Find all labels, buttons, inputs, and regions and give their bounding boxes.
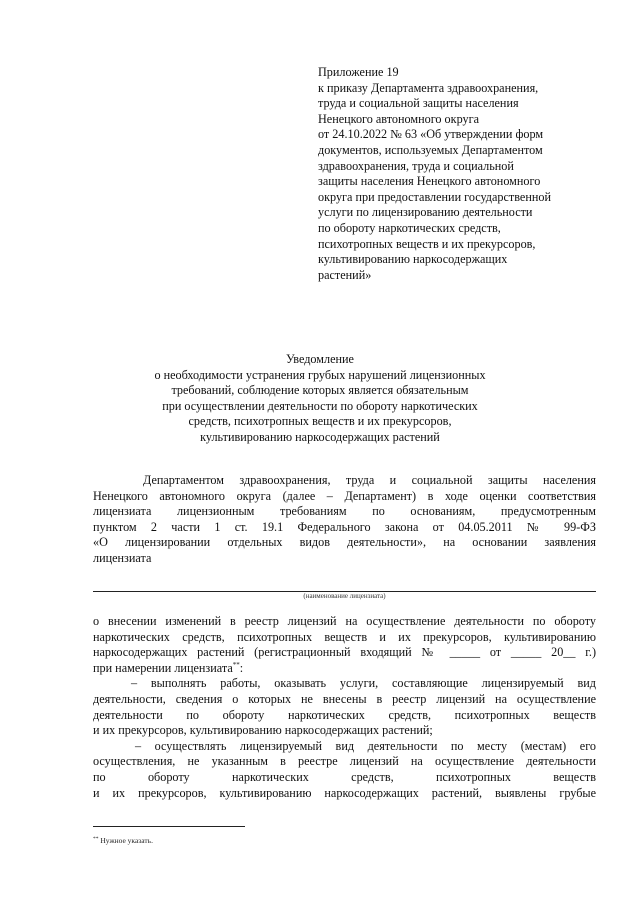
- paragraph-line: по обороту наркотических средств, психотропных веществ: [93, 769, 596, 784]
- paragraph-line: наркотических средств, психотропных веществ и их прекурсоров, культивированию: [93, 629, 596, 644]
- appendix-line: культивированию наркосодержащих: [318, 252, 508, 267]
- appendix-line: округа при предоставлении государственной: [318, 189, 551, 204]
- paragraph-text: :: [239, 660, 244, 675]
- paragraph-line: лицензиата: [93, 550, 152, 565]
- paragraph-line: «О лицензировании отдельных видов деятельности», на основании заявления: [93, 535, 596, 550]
- licensee-name-caption: (наименование лицензиата): [303, 592, 386, 600]
- paragraph-line: деятельности по обороту наркотических средств, психотропных веществ: [93, 707, 596, 722]
- appendix-line: здравоохранения, труда и социальной: [318, 158, 514, 173]
- notice-title-line: при осуществлении деятельности по обороту наркотических: [162, 398, 478, 413]
- appendix-line: психотропных веществ и их прекурсоров,: [318, 236, 536, 251]
- appendix-header: [318, 65, 618, 283]
- paragraph-line: о внесении изменений в реестр лицензий на осуществление деятельности по обороту: [93, 614, 596, 628]
- notice-title-line: требований, соблюдение которых является обязательным: [171, 383, 469, 398]
- footnote-text: Нужное указать.: [98, 836, 153, 845]
- appendix-line: услуги по лицензированию деятельности: [318, 205, 533, 220]
- paragraph-line: деятельности, сведения о которых не внесены в реестр лицензий на осуществление: [93, 691, 596, 706]
- notice-title-line: о необходимости устранения грубых нарушений лицензионных: [154, 367, 486, 382]
- footnote-separator: [93, 826, 245, 827]
- appendix-line: Ненецкого автономного округа: [318, 111, 480, 126]
- appendix-line: к приказу Департамента здравоохранения,: [318, 80, 539, 95]
- appendix-line: защиты населения Ненецкого автономного: [318, 174, 541, 189]
- notice-title-line: культивированию наркосодержащих растений: [200, 429, 440, 444]
- footnote-mark: **: [93, 836, 99, 842]
- paragraph-line: Департаментом здравоохранения, труда и социальной защиты населения: [143, 473, 596, 487]
- appendix-line: труда и социальной защиты населения: [318, 96, 519, 111]
- appendix-line: растений»: [318, 267, 372, 282]
- paragraph-line: лицензиата лицензионным требованиям по основаниям, предусмотренным: [93, 504, 596, 519]
- paragraph-line: осуществления, не указанным в реестре лицензий на осуществление деятельности: [93, 754, 596, 769]
- notice-title: [86, 352, 554, 446]
- paragraph-line: [93, 661, 596, 677]
- list-item-line: – выполнять работы, оказывать услуги, составляющие лицензируемый вид: [131, 676, 596, 691]
- appendix-line: Приложение 19: [318, 65, 399, 79]
- paragraph-line: Ненецкого автономного округа (далее – Департамент) в ходе оценки соответствия: [93, 488, 596, 503]
- footnote: [93, 836, 153, 846]
- paragraph-text: при намерении лицензиата: [93, 660, 233, 675]
- notice-title-line: средств, психотропных веществ и их прекурсоров,: [188, 414, 452, 429]
- paragraph-line: наркосодержащих растений (регистрационный входящий № _____ от _____ 20__ г.): [93, 645, 596, 660]
- main-paragraph: [93, 614, 596, 801]
- footnote-reference: **: [232, 660, 240, 669]
- intro-paragraph: [93, 473, 596, 567]
- notice-title-line: Уведомление: [286, 352, 354, 366]
- paragraph-line: и их прекурсоров, культивированию наркосодержащих растений, выявлены грубые: [93, 785, 596, 800]
- appendix-line: по обороту наркотических средств,: [318, 220, 501, 235]
- list-item-line: – осуществлять лицензируемый вид деятельности по месту (местам) его: [135, 738, 596, 753]
- paragraph-line: пунктом 2 части 1 ст. 19.1 Федерального закона от 04.05.2011 № 99-ФЗ: [93, 519, 596, 534]
- paragraph-line: и их прекурсоров, культивированию наркосодержащих растений;: [93, 723, 433, 738]
- appendix-line: документов, используемых Департаментом: [318, 142, 543, 157]
- appendix-line: от 24.10.2022 № 63 «Об утверждении форм: [318, 127, 544, 142]
